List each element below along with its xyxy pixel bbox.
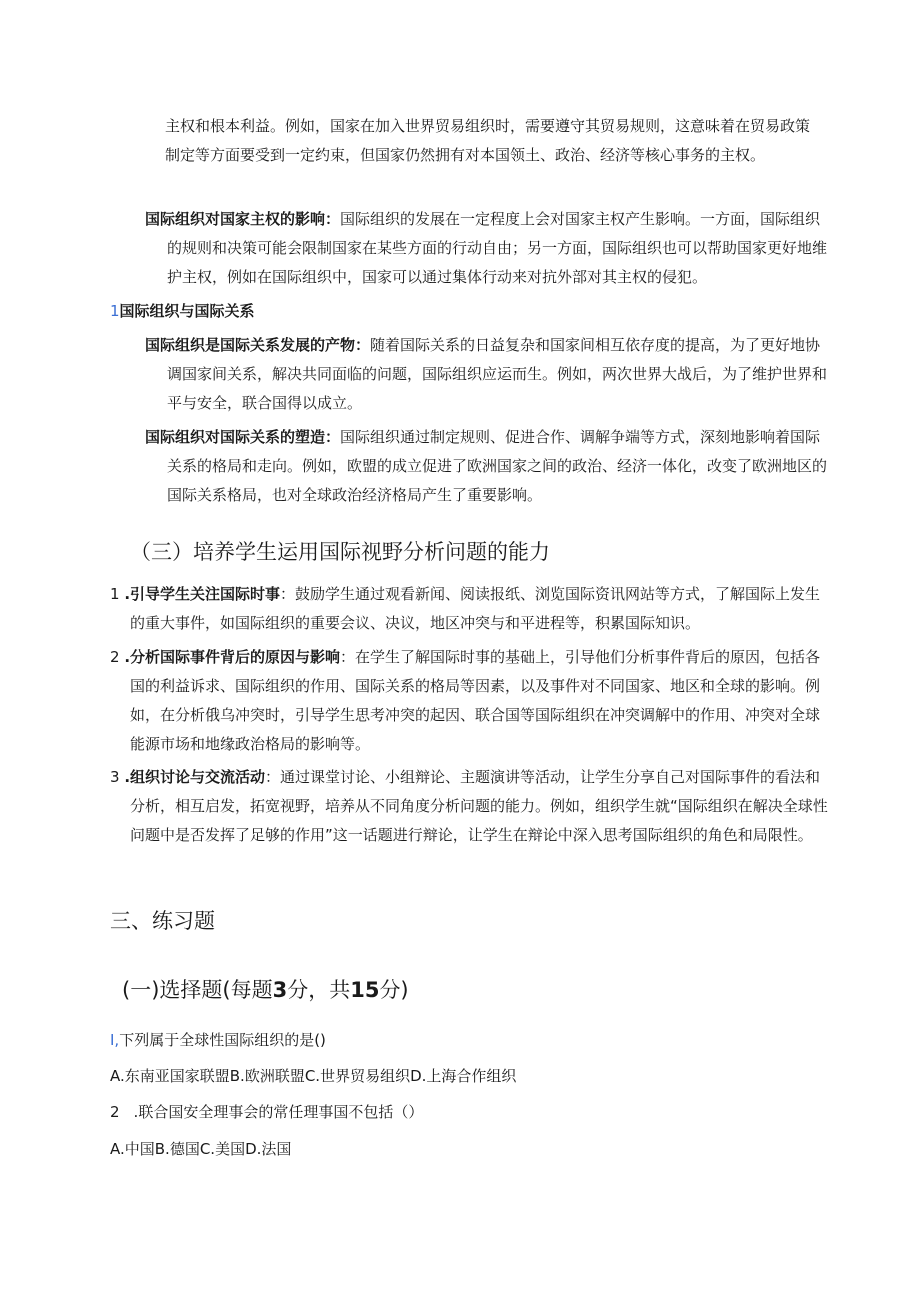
question-2 — [110, 1099, 423, 1125]
list-text: ：通过课堂讨论、小组辩论、主题演讲等活动，让学生分享自己对国际事件的看法和分析，相互启发，拓宽视野，培养从不同角度分析问题的能力。例如，组织学生就“国际组织在解决全球性问题中是否发挥了足够的作用”这一话题进行辩论，让学生在辩论中深入思考国际组织的角色和局限性。 — [130, 768, 828, 844]
mc-title-part: 分，共 — [287, 978, 351, 1002]
section-number: 1 — [110, 302, 120, 320]
paragraph-text: 国际组织通过制定规则、促进合作、调解争端等方式，深刻地影响着国际关系的格局和走向。例如，欧盟的成立促进了欧洲国家之间的政治、经济一体化，改变了欧洲地区的国际关系格局，也对全球政治经济格局产生了重要影响。 — [167, 428, 828, 504]
question-2-options: A.中国B.德国C.美国D.法国 — [110, 1140, 292, 1158]
mc-points: 3 — [272, 978, 288, 1002]
list-lead: .分析国际事件背后的原因与影响 — [124, 648, 341, 666]
list-number: 1 — [110, 585, 120, 603]
multiple-choice-title — [122, 975, 409, 1005]
section-title: 国际组织与国际关系 — [119, 302, 255, 320]
paragraph-org-as-product — [145, 331, 835, 418]
mc-total: 15 — [350, 978, 380, 1002]
question-1-options: A.东南亚国家联盟B.欧洲联盟C.世界贸易组织D.上海合作组织 — [110, 1067, 517, 1085]
subsection-title: （三）培养学生运用国际视野分析问题的能力 — [130, 540, 550, 564]
list-number: 3 — [110, 768, 120, 786]
list-number: 2 — [110, 648, 120, 666]
list-text: ：在学生了解国际时事的基础上，引导他们分析事件背后的原因，包括各国的利益诉求、国际组织的作用、国际关系的格局等因素，以及事件对不同国家、地区和全球的影响。例如，在分析俄乌冲突时，引导学生思考冲突的起因、联合国等国际组织在冲突调解中的作用、冲突对全球能源市场和地缘政治格局的影响等。 — [130, 648, 821, 753]
question-text: .联合国安全理事会的常任理事国不包括（） — [133, 1103, 424, 1121]
list-item-2 — [110, 643, 832, 759]
mc-title-part: 分) — [379, 978, 409, 1002]
list-lead: .引导学生关注国际时事 — [124, 585, 281, 603]
paragraph-text: 国际组织的发展在一定程度上会对国家主权产生影响。一方面，国际组织的规则和决策可能会限制国家在某些方面的行动自由；另一方面，国际组织也可以帮助国家更好地维护主权，例如在国际组织中，国家可以通过集体行动来对抗外部对其主权的侵犯。 — [167, 210, 828, 286]
paragraph-lead: 国际组织对国际关系的塑造： — [145, 428, 341, 446]
question-1 — [110, 1027, 326, 1053]
paragraph-org-shaping-relations — [145, 423, 835, 510]
question-text: 下列属于全球性国际组织的是() — [119, 1031, 326, 1049]
mc-title-part: (一)选择题(每题 — [122, 978, 273, 1002]
paragraph-lead: 国际组织对国家主权的影响： — [145, 210, 341, 228]
paragraph-impact-on-sovereignty — [145, 205, 835, 292]
list-item-3 — [110, 763, 832, 850]
list-item-1 — [110, 580, 832, 638]
paragraph-sovereignty-continued — [165, 112, 813, 170]
list-lead: .组织讨论与交流活动 — [124, 768, 266, 786]
paragraph-text: 随着国际关系的日益复杂和国家间相互依存度的提高，为了更好地协调国家间关系，解决共同面临的问题，国际组织应运而生。例如，两次世界大战后，为了维护世界和平与安全，联合国得以成立。 — [167, 336, 828, 412]
question-number: I, — [110, 1031, 120, 1049]
paragraph-text: 主权和根本利益。例如，国家在加入世界贸易组织时，需要遵守其贸易规则，这意味着在贸易政策制定等方面要受到一定约束，但国家仍然拥有对本国领土、政治、经济等核心事务的主权。 — [165, 117, 811, 164]
question-number: 2 — [110, 1103, 120, 1121]
list-text: ：鼓励学生通过观看新闻、阅读报纸、浏览国际资讯网站等方式，了解国际上发生的重大事件，如国际组织的重要会议、决议，地区冲突与和平进程等，积累国际知识。 — [130, 585, 821, 632]
paragraph-lead: 国际组织是国际关系发展的产物： — [145, 336, 371, 354]
section-heading-org-relations — [110, 297, 810, 326]
section-title-exercises: 三、练习题 — [110, 909, 215, 933]
